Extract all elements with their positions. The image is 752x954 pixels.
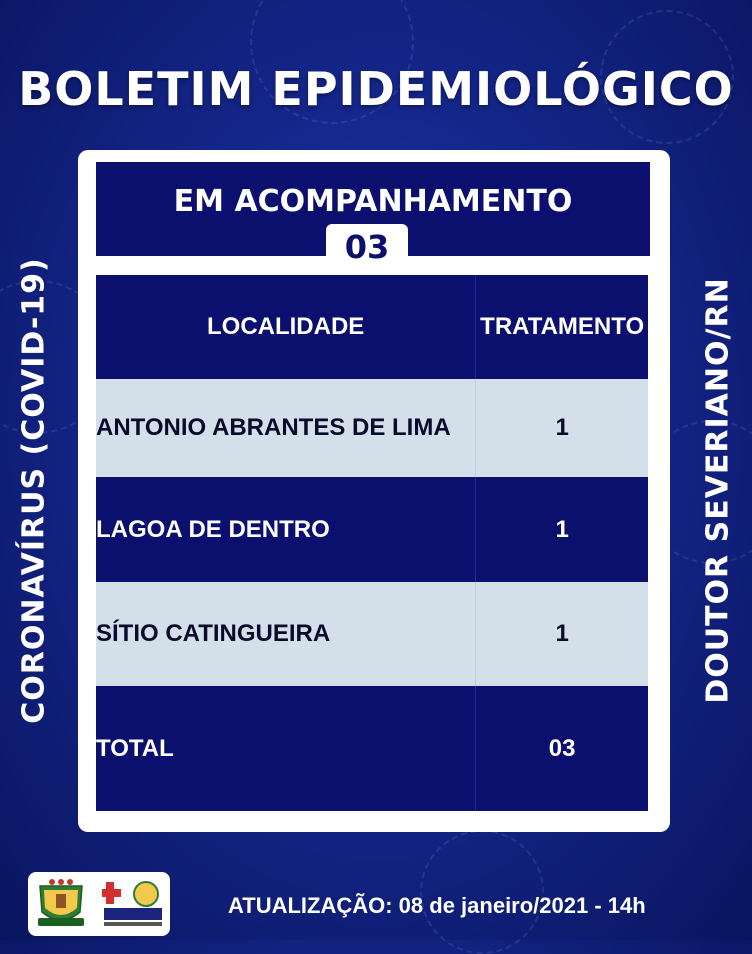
row-localidade: SÍTIO CATINGUEIRA	[96, 620, 331, 647]
localidade-table	[96, 275, 648, 811]
table-row	[96, 477, 648, 582]
header-localidade: LOCALIDADE	[206, 313, 365, 340]
em-acompanhamento-value: 03	[326, 224, 408, 268]
header-tratamento: TRATAMENTO	[475, 275, 648, 379]
side-label-left	[4, 220, 64, 760]
sms-logo-icon	[102, 878, 164, 930]
virus-decoration	[420, 830, 544, 954]
total-value: 03	[475, 686, 648, 811]
logos-box	[28, 872, 170, 936]
coronavirus-label: CORONAVÍRUS (COVID-19)	[16, 256, 52, 724]
update-timestamp: ATUALIZAÇÃO: 08 de janeiro/2021 - 14h	[228, 893, 646, 918]
table-row	[96, 379, 648, 477]
row-tratamento: 1	[475, 582, 648, 686]
city-label: DOUTOR SEVERIANO/RN	[700, 276, 736, 704]
table-total-row	[96, 686, 648, 811]
total-label: TOTAL	[96, 734, 174, 762]
side-label-right	[688, 210, 748, 770]
table-header-row	[96, 275, 648, 379]
row-tratamento: 1	[475, 477, 648, 582]
row-localidade: ANTONIO ABRANTES DE LIMA	[96, 414, 451, 441]
row-tratamento: 1	[475, 379, 648, 477]
table-row	[96, 582, 648, 686]
municipal-seal-icon	[34, 878, 88, 930]
em-acompanhamento-label: EM ACOMPANHAMENTO	[173, 184, 573, 219]
page-title: BOLETIM EPIDEMIOLÓGICO	[18, 62, 734, 116]
row-localidade: LAGOA DE DENTRO	[96, 515, 330, 543]
